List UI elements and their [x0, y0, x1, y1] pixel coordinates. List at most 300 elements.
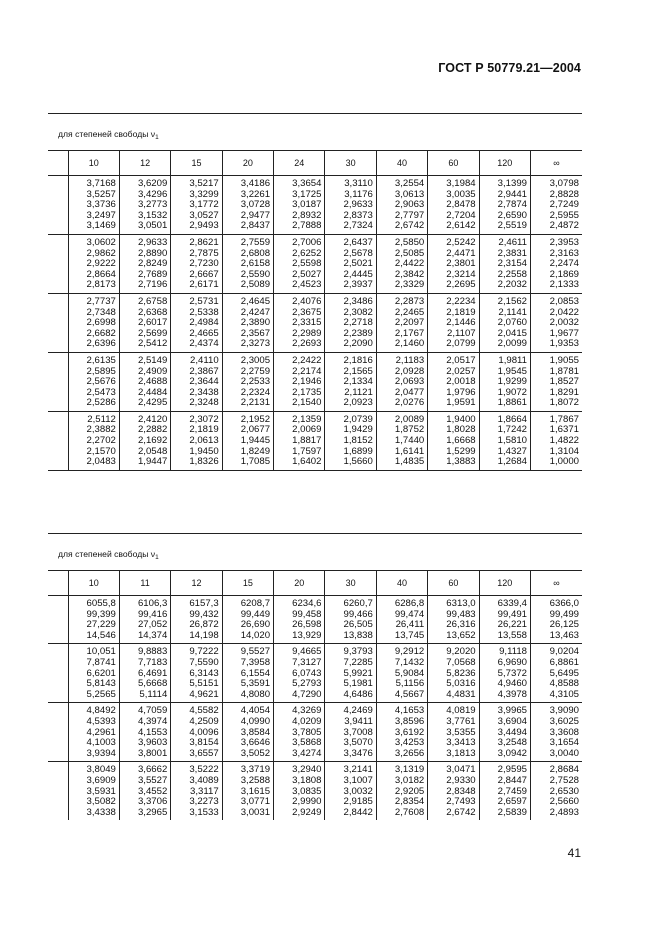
cell-value: 6208,7 [240, 598, 271, 609]
column-header: 11 [119, 571, 170, 596]
cell-value: 2,6597 [497, 796, 528, 808]
cell-value: 2,5112 [87, 413, 116, 425]
cell-value: 1,7085 [240, 456, 271, 468]
cell-value: 5,9084 [394, 667, 425, 679]
cell-value: 4,3974 [137, 715, 168, 727]
cell-value: 2,8373 [343, 209, 373, 221]
table-cell [119, 762, 170, 820]
table-cell [119, 176, 170, 235]
cell-value: 2,5027 [292, 268, 322, 280]
cell-value: 2,8447 [497, 774, 528, 786]
cell-value: 2,1692 [137, 435, 168, 447]
cell-value: 2,1819 [189, 424, 219, 436]
cell-value: 2,0760 [497, 317, 528, 329]
cell-value: 3,2588 [240, 774, 271, 786]
cell-value: 1,9400 [446, 413, 476, 425]
table-row-block [48, 703, 582, 762]
cell-value: 27,229 [86, 619, 116, 631]
cell-value: 4,7290 [292, 688, 322, 700]
table-cell [479, 703, 530, 762]
table-cell [68, 234, 119, 293]
cell-value: 2,5519 [497, 220, 528, 232]
cell-value: 1,9299 [497, 376, 528, 388]
cell-value: 3,0187 [292, 199, 322, 211]
cell-value: 2,1869 [549, 268, 579, 280]
cell-value: 2,1333 [549, 279, 579, 291]
column-header-row [48, 571, 582, 596]
cell-value: 2,3273 [240, 338, 271, 350]
cell-value: 2,8828 [549, 188, 579, 200]
cell-value: 2,1359 [292, 413, 322, 425]
table-cell [479, 644, 530, 703]
cell-value: 4,3978 [497, 688, 528, 700]
table-cell [428, 352, 479, 411]
cell-value: 1,9591 [446, 397, 476, 409]
cell-value: 2,0799 [446, 338, 476, 350]
cell-value: 5,8143 [86, 678, 116, 690]
column-header: 20 [222, 151, 273, 176]
cell-value: 2,0923 [343, 397, 373, 409]
cell-value: 4,8080 [240, 688, 271, 700]
cell-value: 2,2324 [240, 386, 271, 398]
table-cell [376, 644, 427, 703]
table-cell [222, 176, 273, 235]
cell-value: 9,2912 [394, 646, 425, 658]
cell-value: 3,2141 [343, 764, 373, 776]
row-stub-cell [48, 411, 68, 470]
cell-value: 2,9185 [343, 796, 373, 808]
cell-value: 2,8890 [137, 247, 168, 259]
cell-value: 7,0568 [446, 656, 476, 668]
table-cell [531, 596, 582, 644]
cell-value: 3,1176 [344, 188, 373, 200]
cell-value: 2,6667 [189, 268, 219, 280]
table-cell [222, 644, 273, 703]
table-cell [222, 234, 273, 293]
cell-value: 2,4893 [549, 806, 579, 818]
cell-value: 5,8236 [446, 667, 476, 679]
cell-value: 2,3329 [394, 279, 425, 291]
cell-value: 2,7230 [189, 258, 219, 270]
cell-value: 2,2759 [240, 365, 271, 377]
cell-value: 2,0517 [446, 354, 476, 366]
cell-value: 2,4110 [190, 354, 219, 366]
table-cell [325, 644, 376, 703]
cell-value: 26,125 [549, 619, 579, 631]
table-cell [325, 352, 376, 411]
table-cell [68, 411, 119, 470]
cell-value: 3,1469 [86, 220, 116, 232]
cell-value: 2,1562 [497, 295, 528, 307]
cell-value: 13,745 [394, 629, 425, 641]
cell-value: 3,1813 [446, 747, 476, 759]
cell-value: 2,9633 [343, 199, 373, 211]
cell-value: 3,5527 [137, 774, 168, 786]
cell-value: 3,9603 [137, 737, 168, 749]
table-cell [274, 352, 325, 411]
cell-value: 1,8152 [343, 435, 373, 447]
table-row-block [48, 644, 582, 703]
table-cell [274, 293, 325, 352]
cell-value: 3,1007 [343, 774, 373, 786]
cell-value: 3,3299 [189, 188, 219, 200]
column-header: 20 [274, 571, 325, 596]
column-header: 60 [428, 151, 479, 176]
cell-value: 2,7875 [189, 247, 219, 259]
cell-value: 2,5590 [240, 268, 271, 280]
table-cell [479, 596, 530, 644]
table-row-block [48, 762, 582, 820]
cell-value: 3,3110 [344, 178, 373, 189]
cell-value: 2,0677 [240, 424, 271, 436]
cell-value: 1,6402 [292, 456, 322, 468]
cell-value: 7,7183 [137, 656, 168, 668]
cell-value: 1,9450 [189, 445, 219, 457]
row-stub-cell [48, 703, 68, 762]
cell-value: 2,3248 [189, 397, 219, 409]
table-cell [68, 176, 119, 235]
cell-value: 3,0501 [137, 220, 168, 232]
cell-value: 2,8173 [86, 279, 116, 291]
cell-value: 2,0257 [446, 365, 476, 377]
cell-value: 2,7689 [137, 268, 168, 280]
cell-value: 1,9429 [343, 424, 373, 436]
cell-value: 2,6437 [343, 236, 373, 248]
cell-value: 3,0602 [86, 236, 116, 248]
cell-value: 2,9990 [292, 796, 322, 808]
cell-value: 2,1570 [86, 445, 116, 457]
cell-value: 99,399 [86, 608, 116, 620]
table-cell [171, 234, 222, 293]
cell-value: 4,0096 [189, 726, 219, 738]
cell-value: 6,0743 [292, 667, 322, 679]
cell-value: 14,546 [86, 629, 116, 641]
cell-value: 7,2285 [343, 656, 373, 668]
cell-value: 1,8028 [446, 424, 476, 436]
cell-value: 3,6909 [86, 774, 116, 786]
cell-value: 2,5085 [394, 247, 425, 259]
cell-value: 2,8348 [446, 785, 476, 797]
table-cell [171, 703, 222, 762]
column-header: 30 [325, 151, 376, 176]
cell-value: 2,7493 [446, 796, 476, 808]
table-cell [531, 703, 582, 762]
cell-value: 2,2693 [292, 338, 322, 350]
cell-value: 9,5527 [240, 646, 271, 658]
cell-value: 3,1399 [497, 178, 528, 189]
cell-value: 2,2474 [549, 258, 579, 270]
cell-value: 3,4296 [137, 188, 168, 200]
cell-value: 2,9441 [497, 188, 528, 200]
cell-value: 3,1615 [240, 785, 271, 797]
cell-value: 2,7459 [497, 785, 528, 797]
cell-value: 26,411 [395, 619, 425, 631]
cell-value: 99,466 [343, 608, 373, 620]
column-header: 15 [222, 571, 273, 596]
cell-value: 2,8664 [86, 268, 116, 280]
cell-value: 26,505 [343, 619, 373, 631]
cell-value: 6,1554 [240, 667, 271, 679]
cell-value: 2,1334 [343, 376, 373, 388]
cell-value: 2,3315 [292, 317, 322, 329]
cell-value: 3,0035 [446, 188, 476, 200]
cell-value: 1,9545 [497, 365, 528, 377]
table-caption: для степеней свободы $\nu_1$ [48, 114, 582, 151]
column-header: 12 [171, 571, 222, 596]
cell-value: 3,2554 [394, 178, 425, 189]
table-cell [119, 293, 170, 352]
cell-value: 2,6396 [86, 338, 116, 350]
table-cell [376, 703, 427, 762]
cell-value: 2,1735 [292, 386, 322, 398]
cell-value: 99,491 [497, 608, 528, 620]
cell-value: 2,6135 [86, 354, 116, 366]
cell-value: 3,5222 [189, 764, 219, 776]
table-cell [68, 596, 119, 644]
cell-value: 9,3793 [343, 646, 373, 658]
cell-value: 1,4822 [549, 435, 579, 447]
cell-value: 3,8584 [240, 726, 271, 738]
table-cell [274, 703, 325, 762]
cell-value: 3,3608 [549, 726, 579, 738]
cell-value: 99,499 [549, 608, 579, 620]
table-cell [119, 352, 170, 411]
cell-value: 2,1183 [395, 354, 425, 366]
cell-value: 2,7797 [394, 209, 425, 221]
cell-value: 3,2940 [292, 764, 322, 776]
cell-value: 26,598 [292, 619, 322, 631]
cell-value: 3,7761 [446, 715, 476, 727]
cell-value: 2,3675 [292, 306, 322, 318]
cell-value: 1,6899 [343, 445, 373, 457]
cell-value: 2,3567 [240, 327, 271, 339]
cell-value: 2,4247 [240, 306, 271, 318]
table-row-block [48, 293, 582, 352]
cell-value: 2,8621 [189, 236, 219, 248]
cell-value: 1,5660 [343, 456, 373, 468]
cell-value: 1,6371 [549, 424, 579, 436]
cell-value: 1,8326 [189, 456, 219, 468]
cell-value: 2,0099 [497, 338, 528, 350]
cell-value: 2,5089 [240, 279, 271, 291]
cell-value: 6,6201 [86, 667, 116, 679]
cell-value: 2,4665 [189, 327, 219, 339]
cell-value: 2,5678 [343, 247, 373, 259]
cell-value: 7,3958 [240, 656, 271, 668]
table-cell [428, 176, 479, 235]
cell-value: 4,9621 [189, 688, 219, 700]
cell-value: 2,5731 [189, 295, 219, 307]
cell-value: 2,0548 [137, 445, 168, 457]
table-cell [274, 762, 325, 820]
cell-value: 4,1553 [137, 726, 168, 738]
cell-value: 2,1107 [446, 327, 476, 339]
cell-value: 6,4691 [137, 667, 168, 679]
cell-value: 1,6668 [446, 435, 476, 447]
cell-value: 2,0693 [394, 376, 425, 388]
cell-value: 1,5299 [446, 445, 476, 457]
row-stub-cell [48, 176, 68, 235]
cell-value: 2,3486 [343, 295, 373, 307]
cell-value: 3,1533 [189, 806, 219, 818]
cell-value: 3,2965 [137, 806, 168, 818]
table-cell [479, 411, 530, 470]
table-cell [222, 352, 273, 411]
cell-value: 2,2989 [292, 327, 322, 339]
column-header: 120 [479, 151, 530, 176]
cell-value: 1,8861 [497, 397, 528, 409]
cell-value: 1,9677 [549, 327, 579, 339]
table-cell [68, 293, 119, 352]
cell-value: 2,4374 [189, 338, 219, 350]
table-cell [171, 293, 222, 352]
table-cell [119, 644, 170, 703]
cell-value: 3,4494 [497, 726, 528, 738]
table-row-block [48, 411, 582, 470]
cell-value: 4,0209 [292, 715, 322, 727]
cell-value: 4,5667 [394, 688, 425, 700]
cell-value: 2,7348 [86, 306, 116, 318]
cell-value: 4,9460 [497, 678, 528, 690]
cell-value: 6366,0 [549, 598, 579, 609]
cell-value: 2,5338 [189, 306, 219, 318]
cell-value: 1,9811 [498, 354, 528, 366]
cell-value: 3,6025 [549, 715, 579, 727]
table-cell [531, 234, 582, 293]
cell-value: 9,4665 [292, 646, 322, 658]
cell-value: 2,2032 [497, 279, 528, 291]
cell-value: 9,0204 [549, 646, 579, 658]
cell-value: 2,1819 [446, 306, 476, 318]
cell-value: 4,1003 [86, 737, 116, 749]
table-cell [274, 234, 325, 293]
cell-value: 2,4422 [394, 258, 425, 270]
cell-value: 4,2961 [86, 726, 116, 738]
cell-value: 2,1565 [343, 365, 373, 377]
cell-value: 2,9222 [86, 258, 116, 270]
cell-value: 7,8741 [86, 656, 116, 668]
table-cell [428, 293, 479, 352]
cell-value: 2,5242 [446, 236, 476, 248]
cell-value: 3,0728 [240, 199, 271, 211]
cell-value: 3,6662 [137, 764, 168, 776]
cell-value: 6286,8 [394, 598, 425, 609]
cell-value: 5,7372 [497, 667, 528, 679]
cell-value: 2,3801 [446, 258, 476, 270]
cell-value: 5,2565 [86, 688, 116, 700]
table-cell [222, 596, 273, 644]
cell-value: 5,1981 [343, 678, 373, 690]
cell-value: 2,5598 [292, 258, 322, 270]
cell-value: 5,0316 [446, 678, 476, 690]
cell-value: 2,8684 [549, 764, 579, 776]
cell-value: 2,6252 [292, 247, 322, 259]
cell-value: 1,4835 [394, 456, 425, 468]
table-cell [171, 644, 222, 703]
cell-value: 2,4445 [343, 268, 373, 280]
cell-value: 2,6530 [549, 785, 579, 797]
cell-value: 3,5052 [240, 747, 271, 759]
table-cell [222, 293, 273, 352]
cell-value: 3,2273 [189, 796, 219, 808]
cell-value: 3,5217 [189, 178, 219, 189]
cell-value: 2,6998 [86, 317, 116, 329]
cell-value: 6260,7 [343, 598, 373, 609]
table-cell [531, 411, 582, 470]
cell-value: 3,9090 [549, 705, 579, 717]
f-distribution-table-lower [48, 533, 582, 820]
cell-value: 1,2684 [497, 456, 528, 468]
column-header: 40 [376, 151, 427, 176]
cell-value: 26,872 [189, 619, 219, 631]
cell-value: 3,5355 [446, 726, 476, 738]
cell-value: 1,9445 [240, 435, 271, 447]
column-header: ∞ [531, 151, 582, 176]
cell-value: 2,7006 [292, 236, 322, 248]
column-header: 120 [479, 571, 530, 596]
table-row-block [48, 596, 582, 644]
table-cell [68, 644, 119, 703]
cell-value: 2,3005 [240, 354, 271, 366]
cell-value: 2,0032 [549, 317, 579, 329]
cell-value: 3,5070 [343, 737, 373, 749]
cell-value: 4,1653 [394, 705, 425, 717]
cell-value: 1,8817 [292, 435, 322, 447]
cell-value: 3,3117 [190, 785, 219, 797]
cell-value: 2,2097 [394, 317, 425, 329]
cell-value: 9,7222 [189, 646, 219, 658]
column-header: ∞ [531, 571, 582, 596]
cell-value: 2,4076 [292, 295, 322, 307]
cell-value: 3,4338 [86, 806, 116, 818]
cell-value: 2,4872 [549, 220, 579, 232]
table-cell [119, 411, 170, 470]
cell-value: 2,8442 [343, 806, 373, 818]
cell-value: 5,6668 [137, 678, 168, 690]
cell-value: 3,0182 [394, 774, 425, 786]
column-header: 30 [325, 571, 376, 596]
cell-value: 3,0527 [189, 209, 219, 221]
cell-value: 4,5582 [189, 705, 219, 717]
cell-value: 5,5151 [189, 678, 219, 690]
cell-value: 2,9493 [189, 220, 219, 232]
cell-value: 3,3706 [137, 796, 168, 808]
cell-value: 3,0771 [240, 796, 271, 808]
cell-value: 2,2465 [394, 306, 425, 318]
cell-value: 3,1808 [292, 774, 322, 786]
cell-value: 14,020 [240, 629, 271, 641]
cell-value: 99,483 [446, 608, 476, 620]
cell-value: 7,1432 [394, 656, 425, 668]
cell-value: 2,0739 [343, 413, 373, 425]
table-cell [376, 176, 427, 235]
table-cell [68, 703, 119, 762]
table-cell [531, 644, 582, 703]
cell-value: 2,3882 [86, 424, 116, 436]
cell-value: 2,8249 [137, 258, 168, 270]
cell-value: 2,2131 [240, 397, 271, 409]
cell-value: 2,7874 [497, 199, 528, 211]
cell-value: 2,5895 [86, 365, 116, 377]
row-stub-cell [48, 596, 68, 644]
cell-value: 2,3842 [394, 268, 425, 280]
cell-value: 13,838 [343, 629, 373, 641]
cell-value: 2,2422 [292, 354, 322, 366]
cell-value: 3,7805 [292, 726, 322, 738]
cell-value: 2,4645 [240, 295, 271, 307]
cell-value: 2,9249 [292, 806, 322, 818]
table-cell [531, 176, 582, 235]
